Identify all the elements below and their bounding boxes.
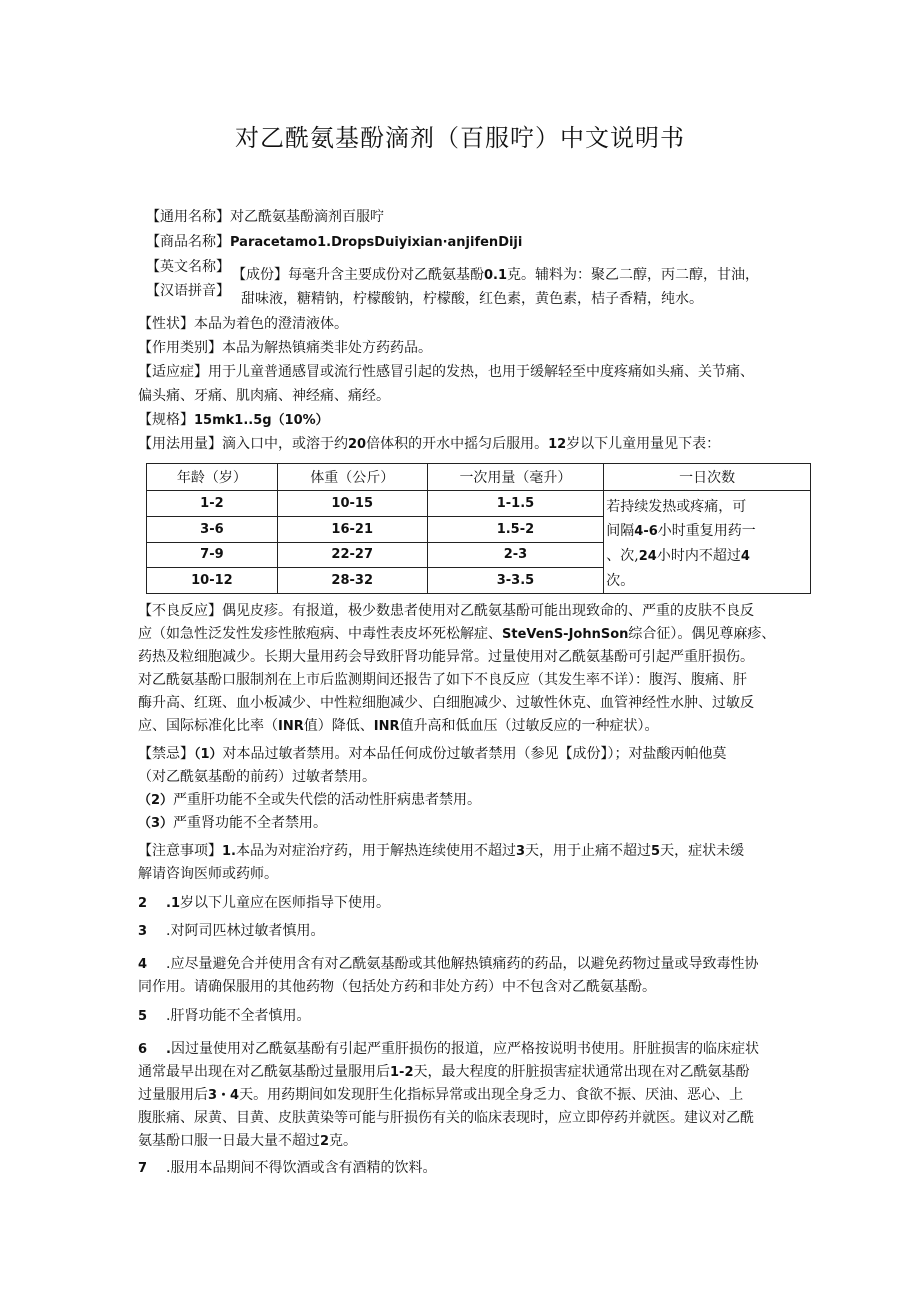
adverse-text: 综合征）。偶见尊麻疹、 xyxy=(628,626,776,642)
cell-dose: 2-3 xyxy=(427,542,604,568)
category-line xyxy=(138,337,432,360)
spec-line xyxy=(138,409,329,432)
header-frequency: 一日次数 xyxy=(604,464,811,491)
category-text: 本品为解热镇痛类非处方药药品。 xyxy=(222,340,432,356)
item-prefix: . xyxy=(166,1008,171,1024)
dosage-line xyxy=(138,433,720,456)
list-item xyxy=(138,1157,822,1180)
item-text: 氨基酚口服一日最大量不超过 xyxy=(138,1133,320,1149)
contra-number: （3） xyxy=(138,816,174,831)
dosage-number: 12 xyxy=(548,437,567,452)
frequency-number: 4-6 xyxy=(634,524,658,539)
precautions-text: 本品为对症治疗药，用于解热连续使用不超过 xyxy=(235,843,516,859)
frequency-text: 小时重复用药一 xyxy=(657,523,756,539)
adverse-term: INR xyxy=(278,719,304,734)
contra-text: 对本品过敏者禁用。对本品任何成份过敏者禁用（参见 xyxy=(222,746,559,762)
precautions-intro xyxy=(138,840,822,886)
item-line: 腹胀痛、尿黄、目黄、皮肤黄染等可能与肝损伤有关的临床表现时，应立即停药并就医。建议对乙酰 xyxy=(138,1110,754,1126)
item-text: 肝肾功能不全者慎用。 xyxy=(170,1008,311,1024)
cell-weight: 16-21 xyxy=(277,516,427,542)
adverse-line-5: 酶升高、红斑、血小板减少、中性粒细胞减少、白细胞减少、过敏性休克、血管神经性水肿、过敏反 xyxy=(138,695,754,711)
item-prefix: .1 xyxy=(166,896,180,911)
item-number: 4 xyxy=(138,957,148,972)
item-number: 6 xyxy=(138,1042,148,1057)
header-weight: 体重（公斤） xyxy=(277,464,427,491)
dosage-text: 滴入口中，或溶于约 xyxy=(222,436,348,452)
contra-text: 严重肝功能不全或失代偿的活动性肝病患者禁用。 xyxy=(173,792,482,808)
dosage-text: 倍体积的开水中摇匀后服用。 xyxy=(366,436,549,452)
category-label: 【作用类别】 xyxy=(138,340,222,356)
frequency-text: 小时内不超过 xyxy=(656,548,741,564)
precautions-line-2: 解请咨询医师或药师。 xyxy=(138,866,278,882)
precautions-line-1 xyxy=(138,840,822,863)
header-dose: 一次用量（毫升） xyxy=(427,464,604,491)
item-line: 同作用。请确保服用的其他药物（包括处方药和非处方药）中不包含对乙酰氨基酚。 xyxy=(138,979,656,995)
item-text: 过量服用后 xyxy=(138,1087,208,1103)
indications-label: 【适应症】 xyxy=(138,364,208,380)
item-text: 因过量使用对乙酰氨基酚有引起严重肝损伤的报道，应严格按说明书使用。肝脏损害的临床症状 xyxy=(170,1041,759,1057)
frequency-line-4: 次。 xyxy=(606,573,635,589)
item-number: 5 xyxy=(138,1009,148,1024)
cell-dose: 1-1.5 xyxy=(427,491,604,517)
adverse-text: 偶见皮疹。有报道，极少数患者使用对乙酰氨基酚可能出现致命的、严重的皮肤不良反 xyxy=(222,603,754,619)
indications-text: 用于儿童普通感冒或流行性感冒引起的发热，也用于缓解轻至中度疼痛如头痛、关节痛、 xyxy=(208,364,754,380)
item-line xyxy=(138,1038,822,1061)
indications-line-2: 偏头痛、牙痛、肌肉痛、神经痛、痛经。 xyxy=(138,388,390,404)
contra-text: 【成份】 xyxy=(558,746,608,762)
contra-line-4 xyxy=(138,812,822,835)
trade-name-label: 【商品名称】 xyxy=(146,234,230,250)
cell-age: 3-6 xyxy=(147,516,278,542)
appearance-label: 【性状】 xyxy=(138,316,194,332)
appearance-line xyxy=(138,313,348,336)
adverse-label: 【不良反应】 xyxy=(138,603,222,619)
cell-weight: 22-27 xyxy=(277,542,427,568)
item-prefix: . xyxy=(166,1042,171,1057)
header-age: 年龄（岁） xyxy=(147,464,278,491)
generic-name-line xyxy=(146,206,384,229)
item-line xyxy=(138,1130,822,1153)
item-line xyxy=(138,1061,822,1084)
list-item xyxy=(138,920,822,943)
list-item xyxy=(138,953,822,999)
cell-dose: 1.5-2 xyxy=(427,516,604,542)
item-number: 3 xyxy=(138,924,148,939)
item-prefix: . xyxy=(166,923,171,939)
item-text: 克。 xyxy=(329,1133,358,1149)
contra-line-3 xyxy=(138,789,822,812)
cell-frequency xyxy=(604,491,811,594)
item-prefix: . xyxy=(166,956,171,972)
ingredients-text: 每毫升含主要成份对乙酰氨基酚 xyxy=(288,267,484,283)
item-text: 通常最早出现在对乙酰氨基酚过量服用后 xyxy=(138,1064,390,1080)
precautions-text: 天，症状未缓 xyxy=(660,843,745,859)
indications-line-1 xyxy=(138,361,754,384)
contra-text: ）；对盐酸丙帕他莫 xyxy=(607,746,727,762)
dose-table xyxy=(146,463,811,594)
adverse-text: 值）降低、 xyxy=(303,718,374,734)
precautions-text: 天，用于止痛不超过 xyxy=(525,843,652,859)
contra-label: 【禁忌】 xyxy=(138,746,194,762)
appearance-text: 本品为着色的澄清液体。 xyxy=(194,316,348,332)
adverse-line-1 xyxy=(138,600,822,623)
document-title: 对乙酰氨基酚滴剂（百服咛）中文说明书 xyxy=(235,124,685,152)
item-number-inline: 3・4 xyxy=(208,1088,240,1103)
generic-name-label: 【通用名称】 xyxy=(146,209,230,225)
adverse-text: 应、国际标准化比率（ xyxy=(138,718,278,734)
ingredients-line-1 xyxy=(232,264,759,287)
dosage-text: 岁以下儿童用量见下表： xyxy=(566,436,721,452)
table-row xyxy=(147,491,811,517)
ingredients-label: 【成份】 xyxy=(232,267,288,283)
dosage-number: 20 xyxy=(348,437,367,452)
precautions-number: 3 xyxy=(515,844,526,859)
contra-number: （1） xyxy=(194,747,223,762)
frequency-line-3 xyxy=(606,544,808,569)
item-text: 对阿司匹林过敏者慎用。 xyxy=(170,923,325,939)
cell-weight: 10-15 xyxy=(277,491,427,517)
adverse-line-4: 对乙酰氨基酚口服制剂在上市后监测期间还报告了如下不良反应（其发生率不详）：腹泻、腹痛、肝 xyxy=(138,672,747,688)
spec-value: 15mk1..5g（10%） xyxy=(194,413,329,428)
spec-label: 【规格】 xyxy=(138,412,194,428)
item-line xyxy=(138,953,822,976)
precautions-number: 1. xyxy=(222,844,236,859)
generic-name-value: 对乙酰氨基酚滴剂百服咛 xyxy=(230,209,384,225)
adverse-term: SteVenS-JohnSon xyxy=(502,627,629,642)
item-text: 应尽量避免合并使用含有对乙酰氨基酚或其他解热镇痛药的药品，以避免药物过量或导致毒性协 xyxy=(170,956,759,972)
trade-name-value: Paracetamo1.DropsDuiyixian·anjifenDiji xyxy=(230,235,523,250)
frequency-number: 4 xyxy=(740,549,750,564)
list-item xyxy=(138,1038,822,1153)
precautions-label: 【注意事项】 xyxy=(138,843,222,859)
adverse-line-6 xyxy=(138,715,822,738)
adverse-line-3: 药热及粒细胞减少。长期大量用药会导致肝肾功能异常。过量使用对乙酰氨基酚可引起严重肝损伤。 xyxy=(138,649,754,665)
list-item xyxy=(138,892,822,915)
pinyin-label: 【汉语拼音】 xyxy=(146,283,230,299)
contra-section xyxy=(138,743,822,835)
item-number: 7 xyxy=(138,1161,148,1176)
contra-number: （2） xyxy=(138,793,174,808)
english-name-label: 【英文名称】 xyxy=(146,259,230,275)
cell-dose: 3-3.5 xyxy=(427,568,604,594)
item-text: 服用本品期间不得饮酒或含有酒精的饮料。 xyxy=(170,1160,437,1176)
item-number-inline: 2 xyxy=(320,1134,330,1149)
cell-age: 10-12 xyxy=(147,568,278,594)
item-prefix: . xyxy=(166,1160,171,1176)
precautions-number: 5 xyxy=(651,844,661,859)
dosage-label: 【用法用量】 xyxy=(138,436,222,452)
frequency-line-1: 若持续发热或疼痛，可 xyxy=(606,499,747,515)
trade-name-line xyxy=(146,231,522,254)
frequency-text: 间隔 xyxy=(606,523,635,539)
item-number-inline: 1-2 xyxy=(390,1065,414,1080)
adverse-line-2 xyxy=(138,623,822,646)
contra-line-1 xyxy=(138,743,822,766)
adverse-term: INR xyxy=(373,719,400,734)
item-text: 岁以下儿童应在医师指导下使用。 xyxy=(179,895,390,911)
item-text: 天，最大程度的肝脏损害症状通常出现在对乙酰氨基酚 xyxy=(413,1064,750,1080)
adverse-text: 应（如急性泛发性发疹性脓疱病、中毒性表皮坏死松解症、 xyxy=(138,626,502,642)
ingredients-line-2: 甜味液，糖精钠，柠檬酸钠，柠檬酸，红色素，黄色素，桔子香精，纯水。 xyxy=(241,291,703,307)
adverse-text: 值升高和低血压（过敏反应的一种症状）。 xyxy=(399,718,659,734)
frequency-text: 、次, xyxy=(606,548,639,564)
item-text: 天。用药期间如发现肝生化指标异常或出现全身乏力、食欲不振、厌油、恶心、上 xyxy=(239,1087,744,1103)
cell-age: 7-9 xyxy=(147,542,278,568)
cell-weight: 28-32 xyxy=(277,568,427,594)
contra-text: 严重肾功能不全者禁用。 xyxy=(173,815,328,831)
frequency-line-2 xyxy=(606,519,808,544)
list-item xyxy=(138,1005,822,1028)
ingredients-text: 克。辅料为：聚乙二醇，丙二醇，甘油， xyxy=(507,267,760,283)
ingredients-amount: 0.1 xyxy=(484,268,508,283)
item-number: 2 xyxy=(138,896,148,911)
frequency-number: 24 xyxy=(638,549,657,564)
dose-table-header-row xyxy=(147,464,811,491)
adverse-section xyxy=(138,600,822,738)
cell-age: 1-2 xyxy=(147,491,278,517)
contra-line-2: （对乙酰氨基酚的前药）过敏者禁用。 xyxy=(138,769,376,785)
item-line xyxy=(138,1084,822,1107)
